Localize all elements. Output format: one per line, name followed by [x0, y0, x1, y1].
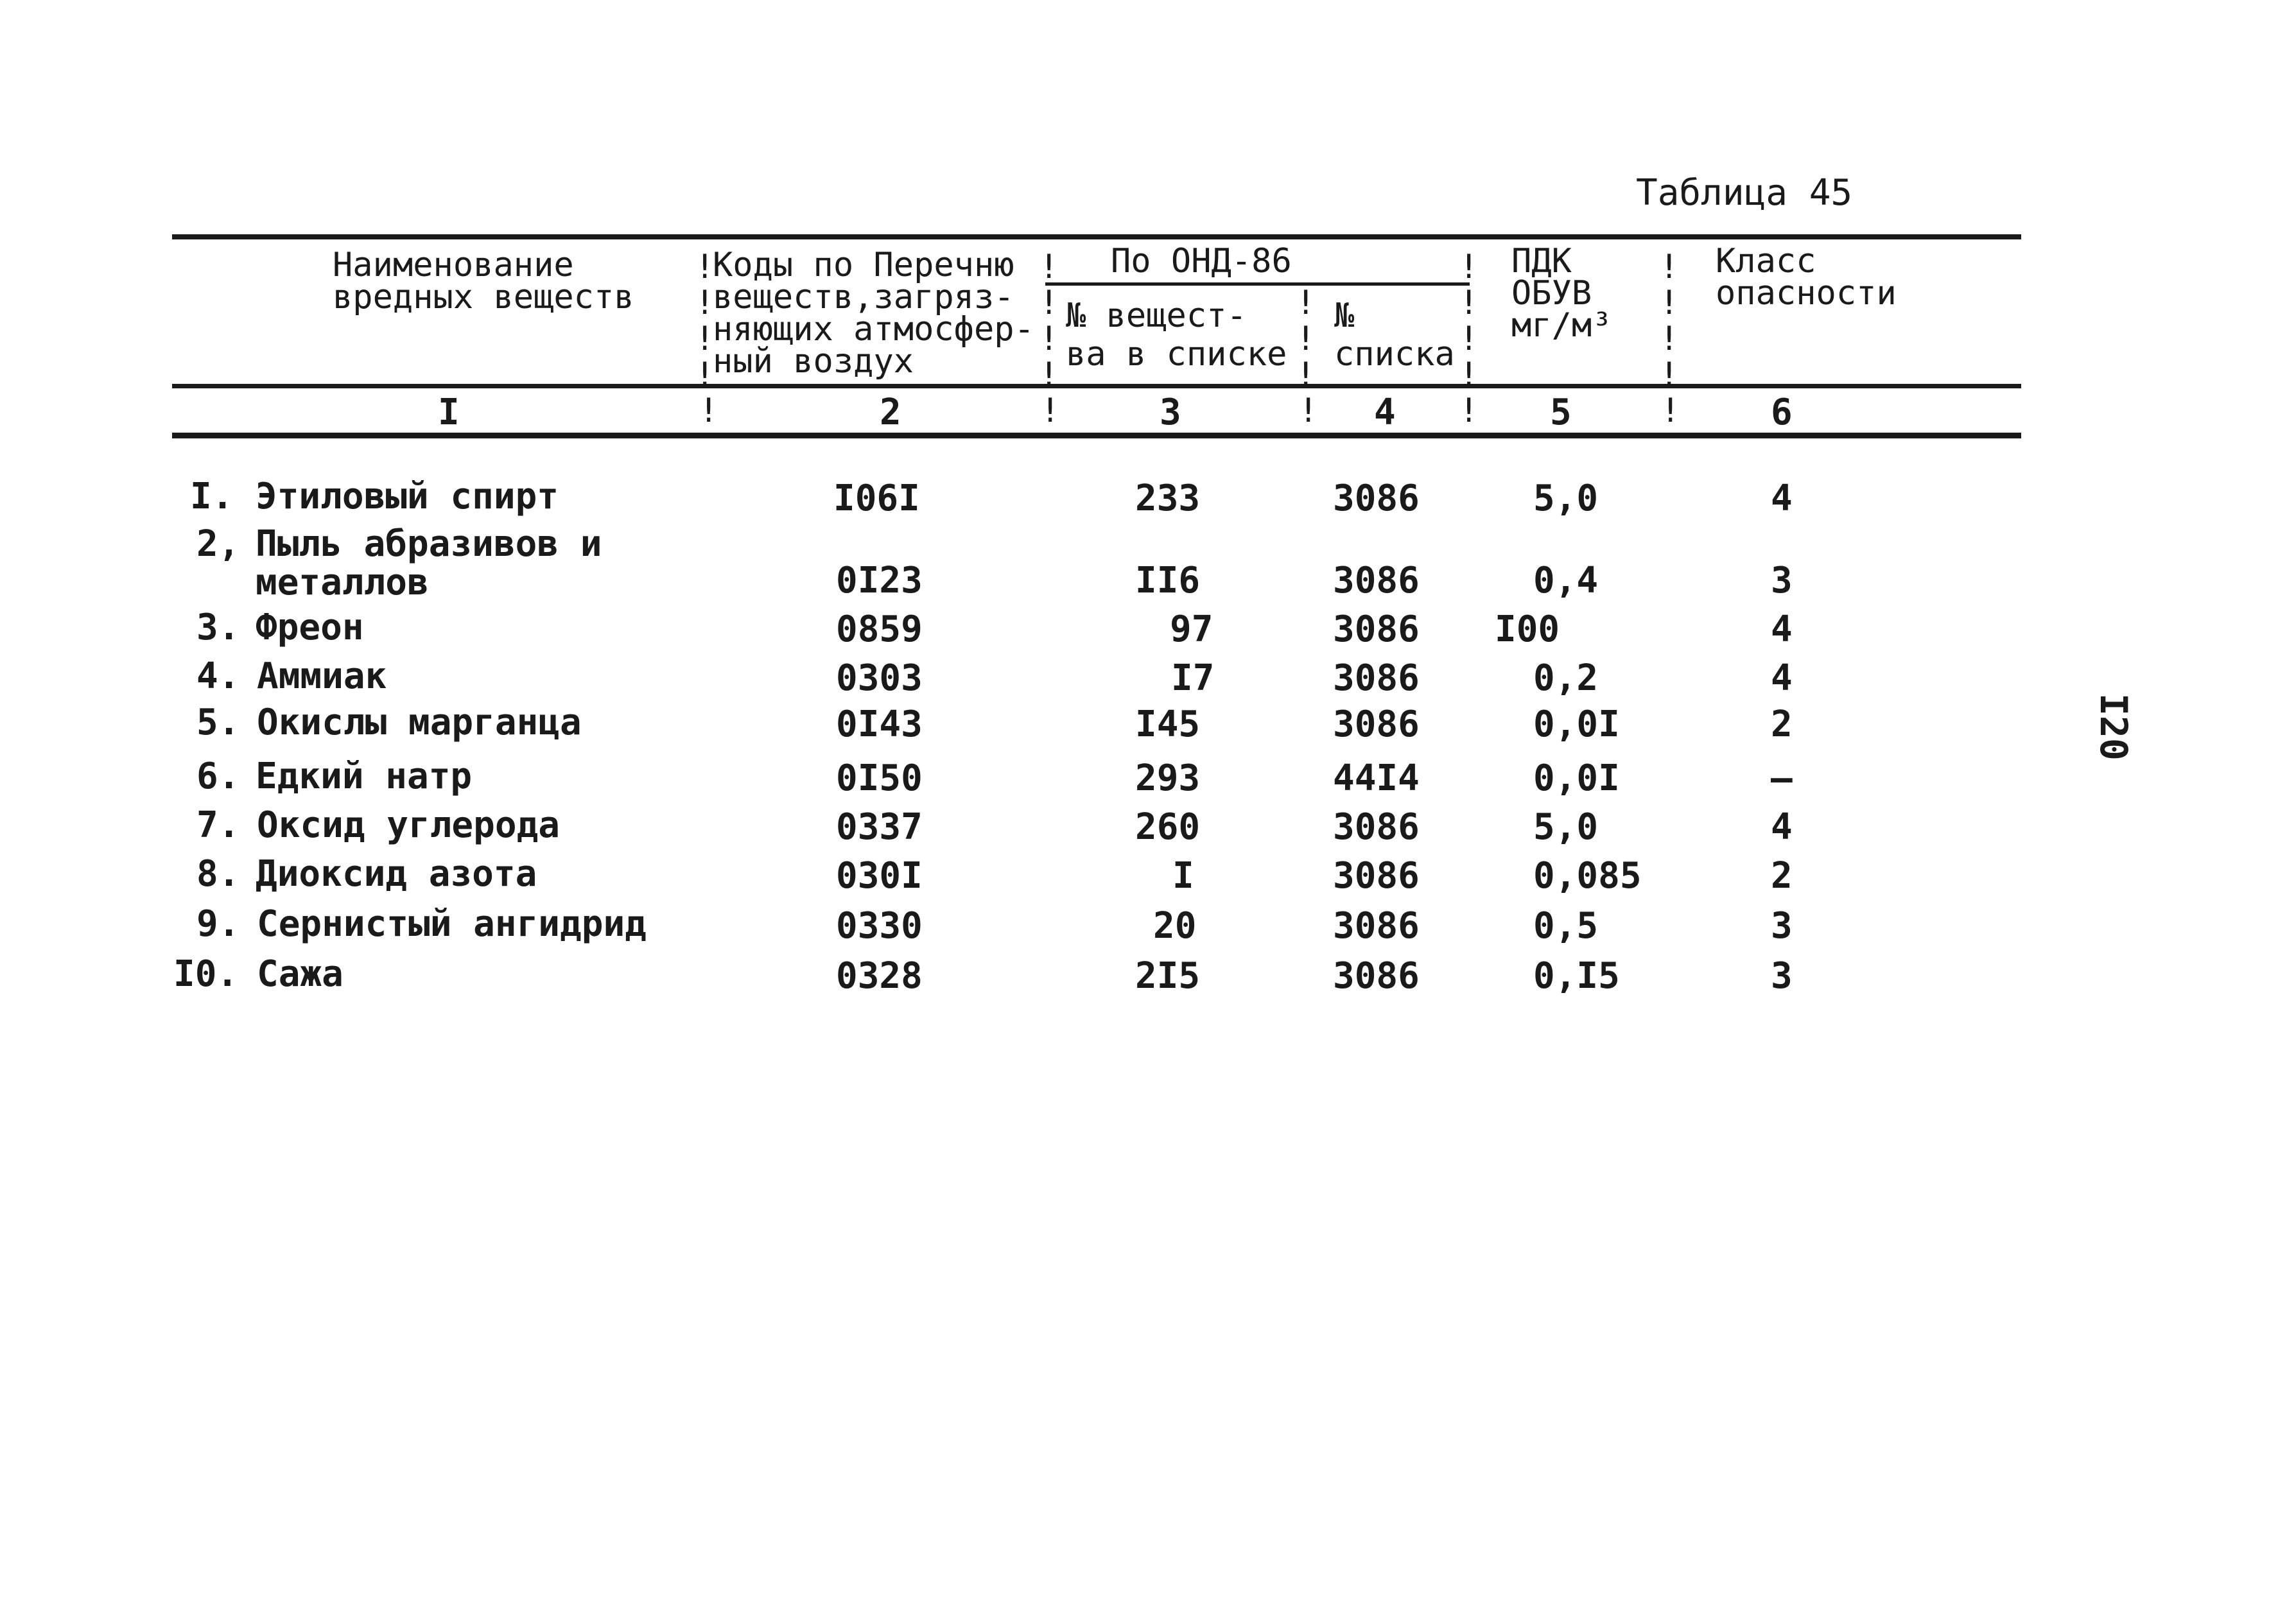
pollutant-code: 0I23: [836, 560, 923, 601]
pollutant-code: 0859: [836, 609, 923, 650]
list-number: 44I4: [1333, 757, 1420, 799]
header-separator: ! ! ! !: [1659, 248, 1680, 394]
list-number: 3086: [1333, 806, 1420, 848]
pdk-value: 5,0: [1533, 806, 1599, 848]
row-number: 7.: [196, 804, 240, 846]
header-separator: ! ! ! !: [1039, 248, 1059, 394]
header-separator: ! ! ! !: [1459, 248, 1479, 394]
pdk-value: 0,I5: [1533, 955, 1620, 997]
hazard-class: 4: [1771, 657, 1793, 699]
substance-list-number: I45: [1135, 704, 1201, 745]
row-number: 9.: [196, 903, 240, 945]
hazard-class: 2: [1771, 704, 1793, 745]
substance-name: Этиловый спирт: [256, 476, 559, 517]
header-bottom-rule: [172, 384, 2021, 388]
pdk-value: 0,2: [1533, 657, 1599, 699]
list-number: 3086: [1333, 704, 1420, 745]
pdk-value: 0,0I: [1533, 757, 1620, 799]
column-number: 6: [1771, 392, 1793, 433]
table-caption: Таблица 45: [1636, 172, 1853, 214]
pollutant-code: 0330: [836, 905, 923, 947]
header-substance-name: Наименование вредных веществ: [333, 246, 634, 316]
row-number: 8.: [196, 853, 240, 895]
substance-name: Едкий натр: [256, 756, 473, 797]
substance-list-number: I7: [1171, 657, 1215, 699]
substance-name: Сажа: [257, 953, 343, 995]
column-number-separator: !: [1459, 392, 1479, 430]
hazard-class: 3: [1771, 955, 1793, 997]
substance-name: Оксид углерода: [257, 804, 561, 846]
header-substance-number: № вещест- ва в списке: [1066, 297, 1287, 374]
substance-name: Аммиак: [257, 655, 387, 697]
pdk-value: 0,5: [1533, 905, 1599, 947]
page-number: I20: [2092, 693, 2135, 761]
substance-name: Диоксид азота: [256, 853, 537, 895]
substance-list-number: 260: [1135, 806, 1201, 848]
pollutant-code: 030I: [836, 855, 923, 897]
row-number: I.: [190, 476, 234, 517]
substance-list-number: 293: [1135, 757, 1201, 799]
pollutant-code: 0I50: [836, 757, 923, 799]
list-number: 3086: [1333, 855, 1420, 897]
pollutant-code: 0337: [836, 806, 923, 848]
substance-list-number: I: [1172, 855, 1194, 897]
column-number: 5: [1550, 392, 1572, 433]
pdk-value: 0,085: [1533, 855, 1642, 897]
header-separator: ! ! ! !: [695, 248, 715, 394]
table-top-rule: [172, 234, 2021, 239]
substance-name: Пыль абразивов и металлов: [256, 523, 602, 603]
hazard-class: 3: [1771, 905, 1793, 947]
header-separator: ! ! !: [1296, 284, 1316, 394]
row-number: 3.: [196, 607, 240, 648]
list-number: 3086: [1333, 657, 1420, 699]
row-number: I0.: [173, 953, 239, 995]
row-number: 6.: [196, 756, 240, 797]
column-number-separator: !: [1298, 392, 1319, 430]
hazard-class: 4: [1771, 806, 1793, 848]
pdk-value: 5,0: [1533, 478, 1599, 519]
hazard-class: –: [1771, 757, 1793, 799]
pdk-value: 0,4: [1533, 560, 1599, 601]
substance-list-number: 233: [1135, 478, 1201, 519]
ond-group-rule: [1045, 282, 1470, 286]
substance-list-number: 97: [1170, 609, 1213, 650]
substance-name: Фреон: [256, 607, 364, 648]
pollutant-code: 0303: [836, 657, 923, 699]
header-ond-86: По ОНД-86: [1111, 242, 1292, 281]
column-number: 2: [880, 392, 901, 433]
column-numbers-rule: [172, 433, 2021, 438]
substance-list-number: 20: [1153, 905, 1197, 947]
pdk-value: I00: [1495, 609, 1560, 650]
substance-list-number: 2I5: [1135, 955, 1201, 997]
hazard-class: 2: [1771, 855, 1793, 897]
column-number-separator: !: [699, 392, 719, 430]
substance-list-number: II6: [1135, 560, 1201, 601]
row-number: 5.: [196, 702, 240, 743]
column-number-separator: !: [1660, 392, 1681, 430]
substance-name: Окислы марганца: [257, 702, 582, 743]
hazard-class: 4: [1771, 609, 1793, 650]
list-number: 3086: [1333, 478, 1420, 519]
substance-name: Сернистый ангидрид: [257, 903, 647, 945]
row-number: 4.: [196, 655, 240, 697]
pollutant-code: 0328: [836, 955, 923, 997]
header-pdk: ПДК ОБУВ мг/м³: [1511, 242, 1612, 345]
column-number-separator: !: [1040, 392, 1061, 430]
list-number: 3086: [1333, 905, 1420, 947]
column-number: 4: [1374, 392, 1396, 433]
hazard-class: 3: [1771, 560, 1793, 601]
list-number: 3086: [1333, 560, 1420, 601]
row-number: 2,: [196, 523, 240, 565]
header-codes: Коды по Перечню веществ,загряз- няющих атмосфер- ный воздух: [713, 246, 1034, 381]
list-number: 3086: [1333, 955, 1420, 997]
pollutant-code: 0I43: [836, 704, 923, 745]
list-number: 3086: [1333, 609, 1420, 650]
hazard-class: 4: [1771, 478, 1793, 519]
header-hazard-class: Класс опасности: [1716, 242, 1897, 313]
pollutant-code: I06I: [833, 478, 920, 519]
header-list-number: № списка: [1334, 297, 1455, 374]
column-number: 3: [1160, 392, 1181, 433]
column-number: I: [438, 392, 460, 433]
pdk-value: 0,0I: [1533, 704, 1620, 745]
